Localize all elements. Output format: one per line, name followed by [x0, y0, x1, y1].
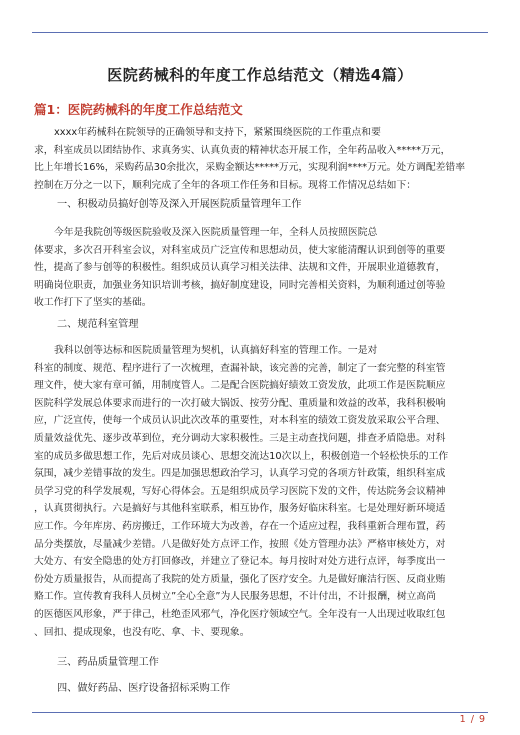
section-2-heading: 二、规范科室管理	[57, 319, 139, 330]
section-4-heading-block	[34, 680, 488, 698]
text-line: 质量效益优先、逐步改革到位，充分调动大家积极性。三是主动查找问题，排查矛盾隐患。对科	[34, 432, 446, 444]
text-line: 比上年增长16%，采购药品30余批次，采购金额达*****万元，实现利润****万元。处方调配差错率	[34, 162, 466, 174]
text-line: 室的成员多做思想工作，先后对成员谈心、思想交流达10次以上，积极创造一个轻松快乐的工作	[34, 450, 449, 462]
text-line: 今年是我院创等级医院验收及深入医院质量管理一年，全科人员按照医院总	[54, 227, 378, 238]
section-1-paragraph	[34, 224, 488, 312]
text-line: 性，提高了参与创等的积极性。组织成员认真学习相关法律、法规和文件，开展职业道德教育，	[34, 262, 446, 274]
text-line: 大处方、有安全隐患的处方打回修改，并建立了登记本。每月按时对处方进行点评，每季度出一	[34, 556, 446, 568]
section-1-heading: 一、积极动员搞好创等及深入开展医院质量管理年工作	[57, 199, 302, 210]
section-2-heading-block	[34, 316, 488, 334]
header-rule	[32, 32, 488, 33]
section-1-heading-block	[34, 196, 488, 214]
text-line: 体要求，多次召开科室会议，对科室成员广泛宣传和思想动员，使大家能清醒认识到创等的重要	[34, 244, 446, 256]
text-line: 应工作。今年库房、药房搬迁，工作环境大为改善，存在一个适应过程，我科重新合理布置，药	[34, 520, 446, 532]
text-line: 医院科学发展总体要求而进行的一次打破大锅饭、按劳分配、重质量和效益的改革，我科积极响	[34, 397, 446, 409]
text-line: xxxx年药械科在院领导的正确领导和支持下，紧紧围绕医院的工作重点和要	[54, 127, 381, 138]
text-line: 份处方质量报告，从而提高了我院的处方质量，强化了医疗安全。九是做好廉洁行医、反商业贿	[34, 573, 446, 585]
chapter-title: 篇1：医院药械科的年度工作总结范文	[34, 102, 243, 117]
text-line: 收工作打下了坚实的基础。	[34, 297, 152, 309]
text-line: 的医德医风形象，严于律己，杜绝歪风邪气，净化医疗领域空气。全年没有一人出现过收取红包	[34, 608, 446, 620]
page-number: 1 / 9	[459, 714, 486, 725]
section-2-paragraph	[34, 342, 488, 641]
document-title: 医院药械科的年度工作总结范文（精选4篇）	[107, 66, 413, 84]
text-line: 科室的制度、规范、程序进行了一次梳理，查漏补缺，该完善的完善，制定了一套完整的科室管	[34, 362, 446, 374]
section-4-heading: 四、做好药品、医疗设备招标采购工作	[57, 683, 231, 694]
intro-paragraph	[34, 124, 488, 194]
text-line: ，认真贯彻执行。六是搞好与其他科室联系，相互协作，服务好临床科室。七是处理好新环境适	[34, 503, 446, 515]
text-line: 理文件，使大家有章可循，用制度管人。二是配合医院搞好绩效工资发放，此项工作是医院顺应	[34, 380, 446, 392]
footer-rule	[32, 712, 488, 713]
text-line: 应，广泛宣传，使每一个成员认识此次改革的重要性，对本科室的绩效工资发放采取公平合理、	[34, 415, 446, 427]
text-line: 氛围，减少差错事故的发生。四是加强思想政治学习，认真学习党的各项方针政策，组织科室成	[34, 468, 446, 480]
text-line: 品分类摆放，尽量减少差错。八是做好处方点评工作，按照《处方管理办法》严格审核处方，对	[34, 538, 446, 550]
text-line: 我科以创等达标和医院质量管理为契机，认真搞好科室的管理工作。一是对	[54, 345, 378, 356]
text-line: 员学习党的科学发展观，写好心得体会。五是组织成员学习医院下发的文件，传达院务会议精神	[34, 485, 446, 497]
text-line: 控制在万分之一以下，顺利完成了全年的各项工作任务和目标。现将工作情况总结如下：	[34, 179, 417, 191]
text-line: 、回扣、提成现象，也没有吃、拿、卡、要现象。	[34, 626, 250, 638]
section-3-heading: 三、药品质量管理工作	[57, 657, 159, 668]
text-line: 明确岗位职责，加强业务知识培训考核，搞好制度建设，同时完善相关资料，为顺利通过创等验	[34, 279, 446, 291]
section-3-heading-block	[34, 654, 488, 672]
text-line: 求，科室成员以团结协作、求真务实、认真负责的精神状态开展工作，全年药品收入*****万元，	[34, 144, 451, 156]
text-line: 赂工作。宣传教育我科人员树立”全心全意”为人民服务思想，不计付出，不计报酬，树立高尚	[34, 591, 437, 603]
